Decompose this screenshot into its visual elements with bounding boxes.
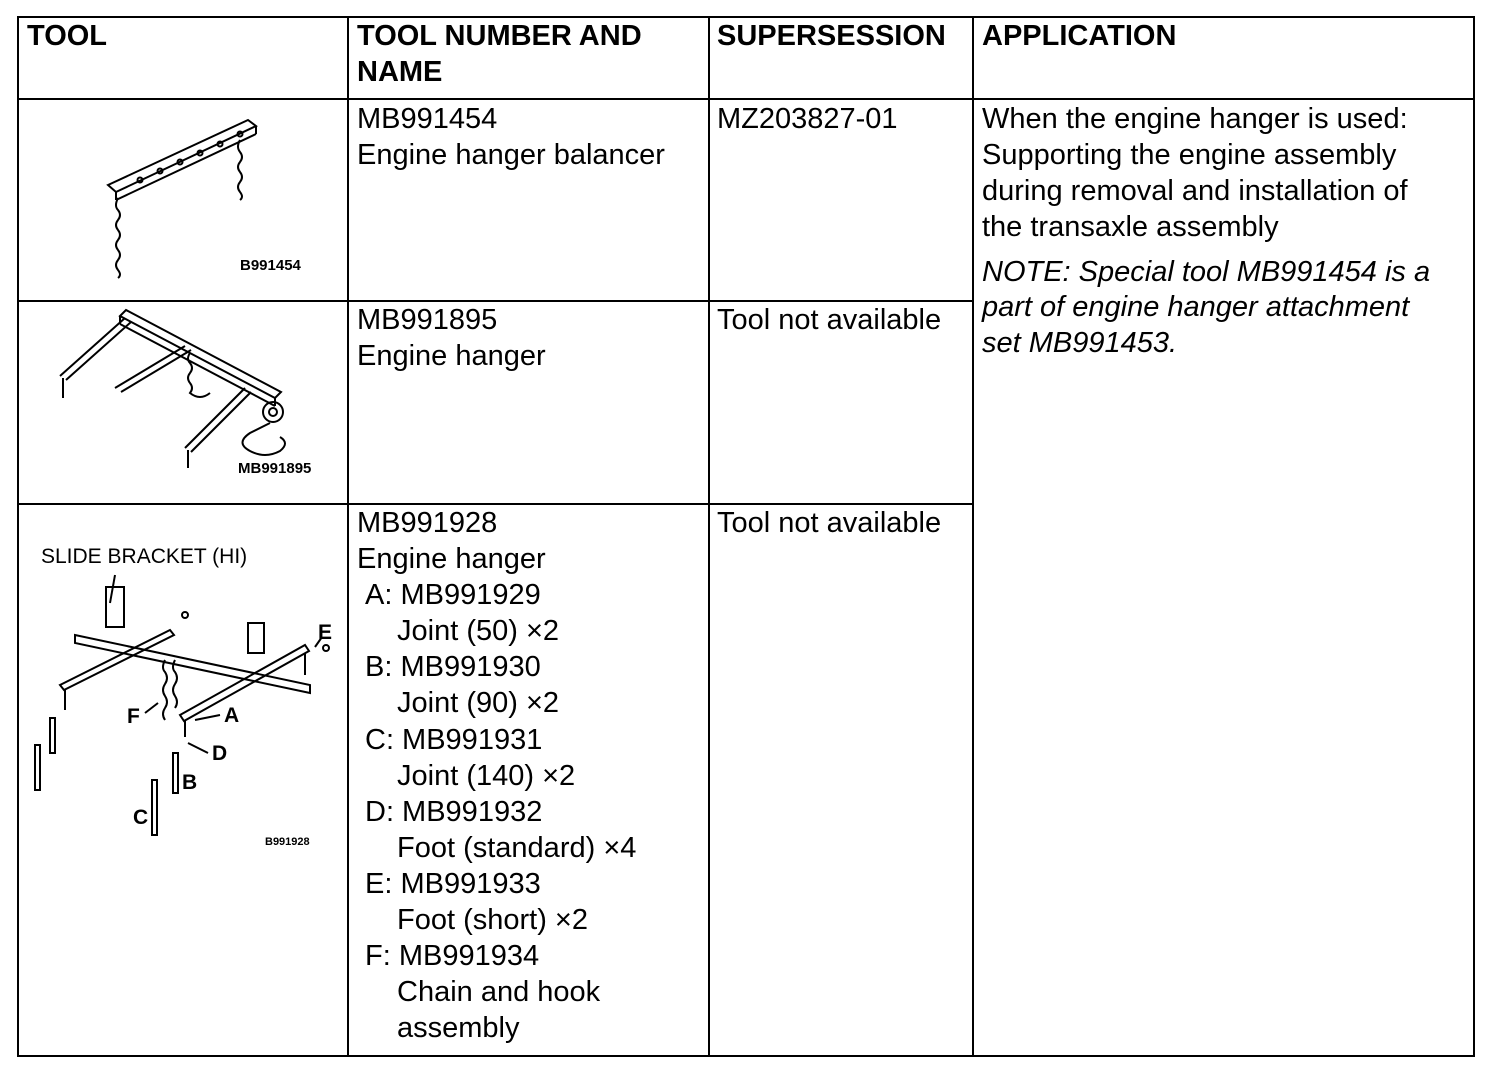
component-desc-d: Foot (standard) ×4 <box>397 832 637 864</box>
component-desc-a: Joint (50) ×2 <box>397 615 560 647</box>
tool-number: MB991454 <box>357 103 498 135</box>
callout-e: E <box>318 621 333 644</box>
component-desc-f-line-2: assembly <box>397 1012 520 1044</box>
component-code-f: F: MB991934 <box>365 940 540 972</box>
component-code-e: E: MB991933 <box>365 868 541 900</box>
application-text-line-4: the transaxle assembly <box>982 211 1279 243</box>
component-desc-f-line-1: Chain and hook <box>397 976 601 1008</box>
callout-a: A <box>224 704 240 727</box>
application-note-line-3: set MB991453. <box>982 327 1178 359</box>
tool-number: MB991928 <box>357 507 498 539</box>
supersession-value: Tool not available <box>717 304 942 336</box>
table-border-left <box>17 16 19 1057</box>
application-note-line-1: NOTE: Special tool MB991454 is a <box>982 256 1431 288</box>
column-divider-1 <box>347 16 349 1057</box>
header-tool-number-line-2: NAME <box>357 56 443 88</box>
application-text-line-3: during removal and installation of <box>982 175 1408 207</box>
component-desc-c: Joint (140) ×2 <box>397 760 576 792</box>
column-divider-2 <box>708 16 710 1057</box>
engine-hanger-illustration <box>45 308 305 473</box>
header-row-divider <box>17 98 1475 100</box>
tool-image-label: B991928 <box>265 836 310 848</box>
component-desc-e: Foot (short) ×2 <box>397 904 588 936</box>
table-border-right <box>1473 16 1475 1057</box>
engine-hanger-kit-illustration <box>30 575 340 845</box>
component-code-c: C: MB991931 <box>365 724 543 756</box>
header-application: APPLICATION <box>982 20 1177 52</box>
engine-hanger-balancer-illustration <box>100 110 280 270</box>
supersession-value: MZ203827-01 <box>717 103 898 135</box>
tool-number: MB991895 <box>357 304 498 336</box>
callout-slide-bracket: SLIDE BRACKET (HI) <box>41 545 248 568</box>
tool-image-label: B991454 <box>240 257 301 274</box>
application-text-line-1: When the engine hanger is used: <box>982 103 1408 135</box>
callout-c: C <box>133 806 149 829</box>
header-tool: TOOL <box>27 20 108 52</box>
header-supersession: SUPERSESSION <box>717 20 946 52</box>
tool-name: Engine hanger balancer <box>357 139 665 171</box>
application-note-line-2: part of engine hanger attachment <box>982 291 1410 323</box>
table-border-bottom <box>17 1055 1475 1057</box>
callout-b: B <box>182 771 198 794</box>
component-code-a: A: MB991929 <box>365 579 541 611</box>
application-text-line-2: Supporting the engine assembly <box>982 139 1397 171</box>
tool-image-label: MB991895 <box>238 460 312 477</box>
header-tool-number-line-1: TOOL NUMBER AND <box>357 20 642 52</box>
column-divider-3 <box>972 16 974 1057</box>
supersession-value: Tool not available <box>717 507 942 539</box>
callout-f: F <box>127 705 140 728</box>
component-desc-b: Joint (90) ×2 <box>397 687 560 719</box>
tool-name: Engine hanger <box>357 340 546 372</box>
component-code-b: B: MB991930 <box>365 651 541 683</box>
tool-name: Engine hanger <box>357 543 546 575</box>
callout-d: D <box>212 742 228 765</box>
component-code-d: D: MB991932 <box>365 796 543 828</box>
